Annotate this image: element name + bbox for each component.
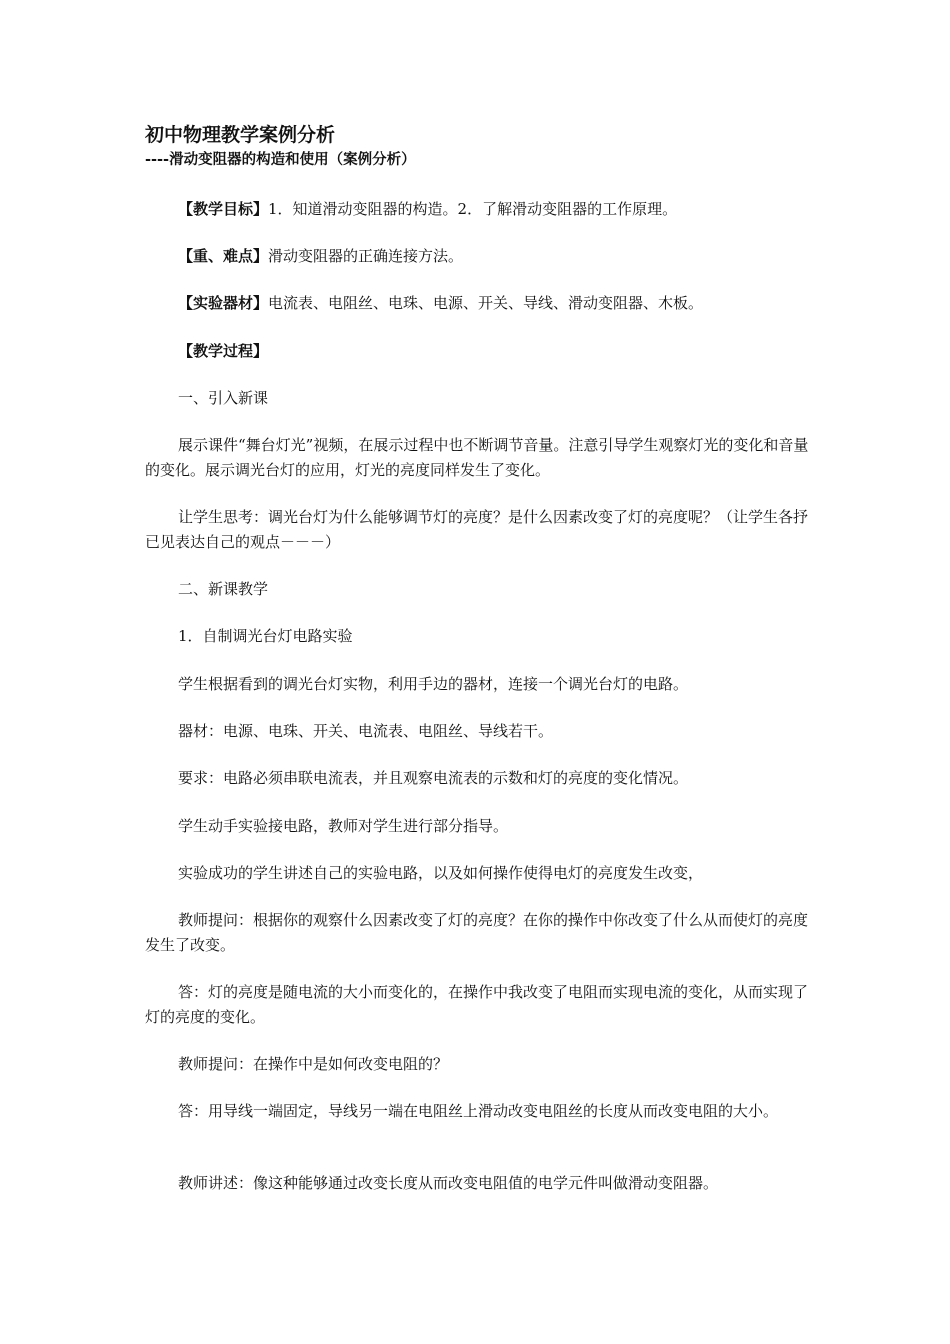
keypoints-paragraph: [145, 244, 815, 269]
process-heading: [145, 339, 815, 364]
paragraph-intro-heading: 一、引入新课: [178, 389, 269, 407]
paragraph-hands-on: 学生动手实验接电路，教师对学生进行部分指导。: [178, 817, 509, 835]
equipment-text: 电流表、电阻丝、电珠、电源、开关、导线、滑动变阻器、木板。: [268, 294, 704, 312]
paragraph-requirements: 要求：电路必须串联电流表，并且观察电流表的示数和灯的亮度的变化情况。: [178, 769, 689, 787]
paragraph-new-lesson-heading: 二、新课教学: [178, 580, 269, 598]
paragraph-teacher-explains: 教师讲述：像这种能够通过改变长度从而改变电阻值的电学元件叫做滑动变阻器。: [178, 1174, 719, 1192]
paragraph-answer-1: 答：灯的亮度是随电流的大小而变化的，在操作中我改变了电阻而实现电流的变化，从而实现了灯的亮度的变化。: [145, 983, 809, 1026]
paragraph-experiment-heading: 1．自制调光台灯电路实验: [178, 627, 353, 645]
equipment-label: 【实验器材】: [178, 294, 269, 312]
objectives-label: 【教学目标】: [178, 200, 269, 218]
paragraph-successful-students: 实验成功的学生讲述自己的实验电路，以及如何操作使得电灯的亮度发生改变，: [178, 864, 704, 882]
paragraph-students-connect: 学生根据看到的调光台灯实物，利用手边的器材，连接一个调光台灯的电路。: [178, 675, 689, 693]
keypoints-text: 滑动变阻器的正确连接方法。: [268, 247, 464, 265]
paragraph-teacher-question-1: 教师提问：根据你的观察什么因素改变了灯的亮度？在你的操作中你改变了什么从而使灯的亮度发生了改变。: [145, 911, 809, 954]
document-subtitle: ----滑动变阻器的构造和使用（案例分析）: [145, 152, 416, 168]
paragraph-materials: 器材：电源、电珠、开关、电流表、电阻丝、导线若干。: [178, 722, 554, 740]
equipment-paragraph: [145, 291, 815, 316]
paragraph-answer-2: 答：用导线一端固定，导线另一端在电阻丝上滑动改变电阻丝的长度从而改变电阻的大小。: [178, 1102, 779, 1120]
keypoints-label: 【重、难点】: [178, 247, 269, 265]
objectives-text: 1．知道滑动变阻器的构造。2．了解滑动变阻器的工作原理。: [268, 200, 678, 218]
objectives-paragraph: [145, 197, 815, 222]
process-label: 【教学过程】: [178, 342, 269, 360]
document-title: 初中物理教学案例分析: [145, 124, 336, 146]
paragraph-think: 让学生思考：调光台灯为什么能够调节灯的亮度？是什么因素改变了灯的亮度呢？（让学生各抒已见表达自己的观点－－－）: [145, 508, 809, 551]
paragraph-courseware: 展示课件“舞台灯光”视频，在展示过程中也不断调节音量。注意引导学生观察灯光的变化和音量的变化。展示调光台灯的应用，灯光的亮度同样发生了变化。: [145, 436, 809, 479]
paragraph-teacher-question-2: 教师提问：在操作中是如何改变电阻的？: [178, 1055, 449, 1073]
